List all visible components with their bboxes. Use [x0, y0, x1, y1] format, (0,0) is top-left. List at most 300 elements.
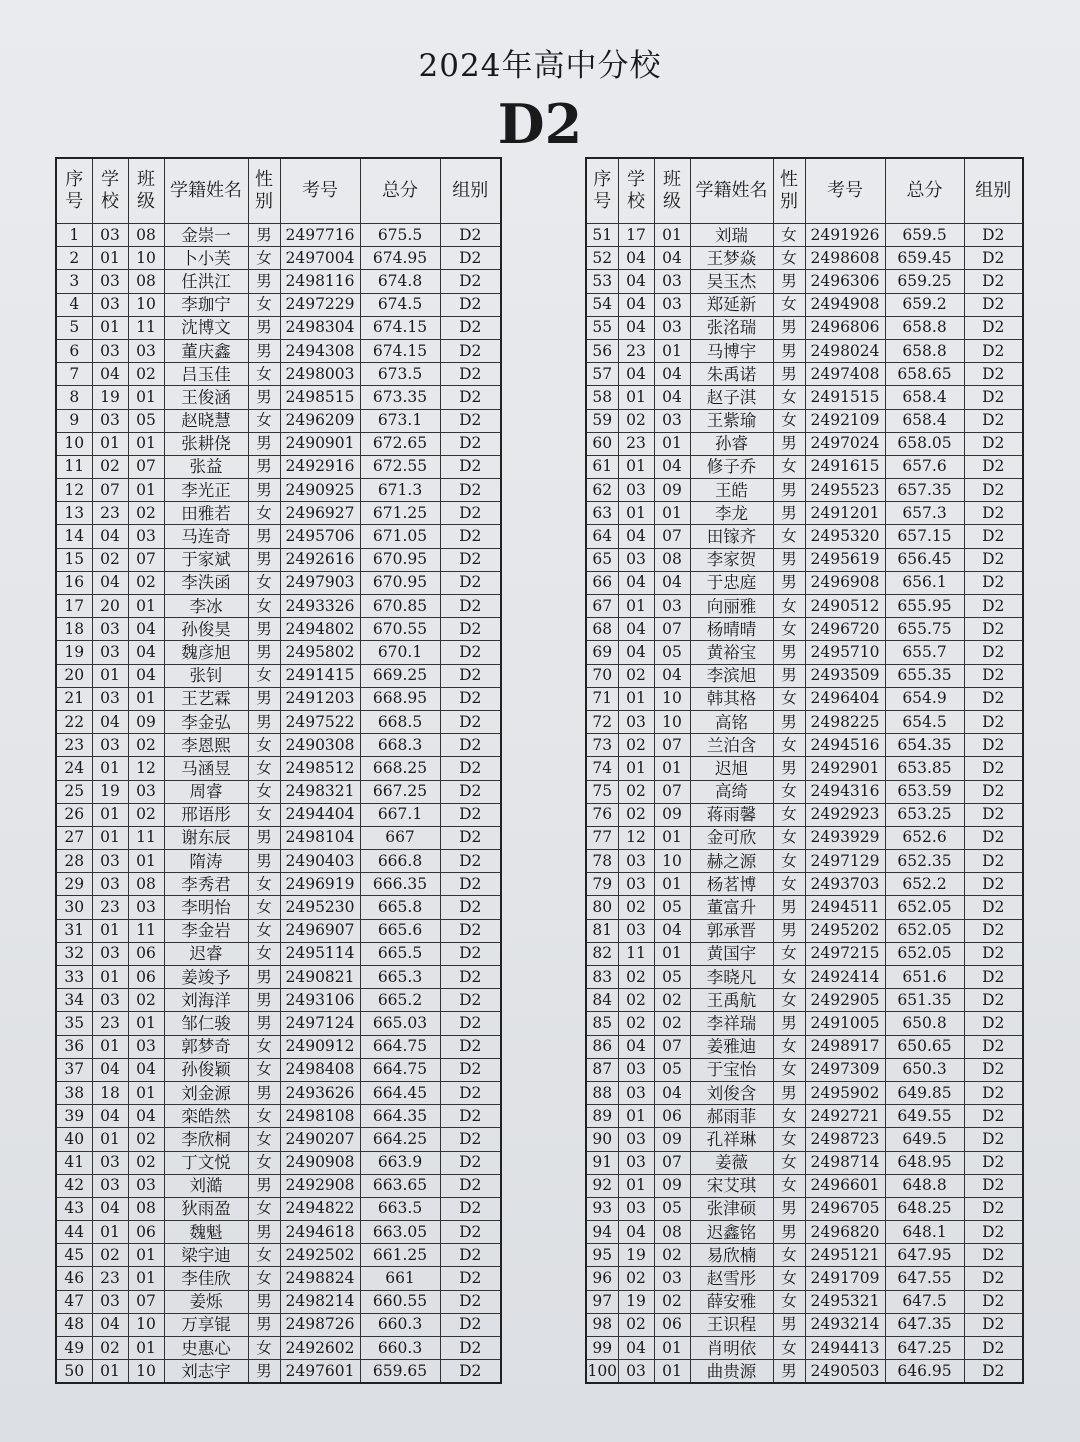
cell-exam-id: 2492616: [280, 548, 360, 571]
cell-score: 668.95: [360, 687, 440, 710]
cell-gender: 男: [248, 1081, 280, 1104]
cell-score: 657.35: [885, 479, 964, 502]
cell-name: 马连奇: [164, 525, 248, 548]
cell-name: 姜竣予: [164, 966, 248, 989]
table-row: [56, 710, 501, 733]
cell-gender: 女: [773, 850, 805, 873]
cell-exam-id: 2498225: [805, 710, 885, 733]
cell-score: 655.75: [885, 618, 964, 641]
cell-gender: 女: [248, 873, 280, 896]
cell-score: 650.3: [885, 1058, 964, 1081]
table-row: [56, 455, 501, 478]
cell-gender: 男: [248, 548, 280, 571]
table-row: [56, 1267, 501, 1290]
cell-gender: 男: [248, 1290, 280, 1313]
cell-score: 674.5: [360, 293, 440, 316]
cell-gender: 女: [248, 1197, 280, 1220]
table-row: [586, 479, 1023, 502]
cell-group: D2: [440, 1337, 501, 1360]
cell-index: 78: [586, 850, 618, 873]
table-row: [586, 1337, 1023, 1360]
cell-group: D2: [440, 1174, 501, 1197]
cell-index: 71: [586, 687, 618, 710]
cell-class: 10: [128, 247, 164, 270]
cell-score: 654.9: [885, 687, 964, 710]
cell-name: 赵雪彤: [690, 1267, 773, 1290]
cell-name: 李家贺: [690, 548, 773, 571]
cell-exam-id: 2496705: [805, 1197, 885, 1220]
table-row: [56, 942, 501, 965]
cell-exam-id: 2490403: [280, 850, 360, 873]
cell-score: 652.35: [885, 850, 964, 873]
cell-group: D2: [964, 293, 1023, 316]
cell-school: 04: [618, 618, 654, 641]
cell-group: D2: [440, 1267, 501, 1290]
cell-exam-id: 2497229: [280, 293, 360, 316]
cell-score: 670.95: [360, 548, 440, 571]
cell-gender: 男: [248, 455, 280, 478]
table-row: [586, 966, 1023, 989]
cell-school: 02: [618, 780, 654, 803]
cell-group: D2: [440, 1221, 501, 1244]
cell-group: D2: [440, 803, 501, 826]
roster-table-right: [585, 157, 1024, 1384]
cell-index: 44: [56, 1221, 92, 1244]
cell-score: 647.95: [885, 1244, 964, 1267]
cell-exam-id: 2490925: [280, 479, 360, 502]
table-row: [586, 1267, 1023, 1290]
cell-group: D2: [440, 432, 501, 455]
cell-school: 03: [92, 270, 128, 293]
column-header: 学校: [618, 158, 654, 224]
cell-school: 04: [618, 1337, 654, 1360]
cell-index: 5: [56, 316, 92, 339]
cell-group: D2: [440, 873, 501, 896]
cell-gender: 男: [248, 270, 280, 293]
cell-score: 664.75: [360, 1058, 440, 1081]
cell-index: 30: [56, 896, 92, 919]
cell-gender: 女: [773, 1058, 805, 1081]
cell-score: 661.25: [360, 1244, 440, 1267]
cell-exam-id: 2498104: [280, 826, 360, 849]
table-row: [586, 316, 1023, 339]
table-row: [586, 571, 1023, 594]
cell-school: 03: [618, 710, 654, 733]
cell-gender: 男: [773, 316, 805, 339]
cell-group: D2: [440, 618, 501, 641]
cell-score: 668.5: [360, 710, 440, 733]
cell-school: 02: [618, 896, 654, 919]
cell-class: 06: [128, 1221, 164, 1244]
cell-index: 92: [586, 1174, 618, 1197]
cell-name: 曲贵源: [690, 1360, 773, 1384]
cell-school: 03: [92, 873, 128, 896]
cell-class: 08: [128, 873, 164, 896]
cell-score: 665.6: [360, 919, 440, 942]
cell-exam-id: 2497129: [805, 850, 885, 873]
cell-class: 09: [128, 710, 164, 733]
cell-score: 667.1: [360, 803, 440, 826]
cell-index: 8: [56, 386, 92, 409]
cell-exam-id: 2490503: [805, 1360, 885, 1384]
table-row: [586, 919, 1023, 942]
cell-class: 10: [654, 710, 690, 733]
cell-school: 01: [92, 316, 128, 339]
cell-score: 659.5: [885, 224, 964, 247]
cell-exam-id: 2498108: [280, 1105, 360, 1128]
cell-score: 673.1: [360, 409, 440, 432]
cell-gender: 女: [773, 1244, 805, 1267]
cell-name: 马涵昱: [164, 757, 248, 780]
cell-school: 01: [92, 1221, 128, 1244]
cell-name: 谢东辰: [164, 826, 248, 849]
cell-index: 98: [586, 1313, 618, 1336]
cell-name: 吴玉杰: [690, 270, 773, 293]
cell-index: 19: [56, 641, 92, 664]
cell-class: 04: [654, 664, 690, 687]
cell-exam-id: 2493214: [805, 1313, 885, 1336]
column-header: 学籍姓名: [164, 158, 248, 224]
cell-exam-id: 2492502: [280, 1244, 360, 1267]
cell-name: 李佳欣: [164, 1267, 248, 1290]
cell-name: 李明怡: [164, 896, 248, 919]
cell-score: 663.65: [360, 1174, 440, 1197]
table-row: [586, 386, 1023, 409]
cell-gender: 男: [773, 1360, 805, 1384]
cell-class: 01: [654, 942, 690, 965]
cell-group: D2: [440, 247, 501, 270]
cell-name: 李龙: [690, 502, 773, 525]
cell-gender: 女: [773, 525, 805, 548]
cell-gender: 女: [248, 757, 280, 780]
cell-class: 02: [654, 1244, 690, 1267]
cell-gender: 女: [248, 1267, 280, 1290]
cell-gender: 男: [248, 1221, 280, 1244]
cell-name: 狄雨盈: [164, 1197, 248, 1220]
table-row: [56, 687, 501, 710]
cell-score: 657.3: [885, 502, 964, 525]
cell-index: 80: [586, 896, 618, 919]
cell-school: 03: [618, 1360, 654, 1384]
table-row: [56, 1012, 501, 1035]
cell-class: 01: [128, 1012, 164, 1035]
cell-exam-id: 2495321: [805, 1290, 885, 1313]
cell-index: 3: [56, 270, 92, 293]
cell-class: 09: [654, 479, 690, 502]
cell-class: 03: [654, 270, 690, 293]
cell-group: D2: [440, 479, 501, 502]
cell-gender: 男: [248, 1174, 280, 1197]
cell-score: 648.1: [885, 1221, 964, 1244]
cell-name: 姜烁: [164, 1290, 248, 1313]
cell-group: D2: [440, 734, 501, 757]
cell-class: 02: [128, 502, 164, 525]
cell-school: 01: [92, 826, 128, 849]
cell-school: 03: [92, 1174, 128, 1197]
cell-index: 33: [56, 966, 92, 989]
table-row: [586, 942, 1023, 965]
table-row: [586, 1313, 1023, 1336]
column-header: 班级: [128, 158, 164, 224]
table-row: [586, 618, 1023, 641]
cell-group: D2: [440, 1058, 501, 1081]
cell-score: 675.5: [360, 224, 440, 247]
cell-exam-id: 2491515: [805, 386, 885, 409]
cell-group: D2: [440, 641, 501, 664]
cell-gender: 男: [248, 224, 280, 247]
cell-gender: 女: [248, 1058, 280, 1081]
cell-group: D2: [964, 1012, 1023, 1035]
cell-school: 12: [618, 826, 654, 849]
cell-school: 23: [92, 896, 128, 919]
cell-score: 670.1: [360, 641, 440, 664]
cell-school: 01: [92, 803, 128, 826]
cell-gender: 男: [773, 919, 805, 942]
cell-class: 06: [128, 966, 164, 989]
table-row: [56, 919, 501, 942]
cell-gender: 男: [248, 479, 280, 502]
cell-exam-id: 2491201: [805, 502, 885, 525]
cell-school: 03: [618, 548, 654, 571]
table-row: [56, 826, 501, 849]
table-row: [586, 757, 1023, 780]
cell-class: 08: [128, 270, 164, 293]
cell-exam-id: 2495710: [805, 641, 885, 664]
cell-group: D2: [440, 1012, 501, 1035]
cell-score: 674.95: [360, 247, 440, 270]
cell-index: 49: [56, 1337, 92, 1360]
cell-group: D2: [440, 1244, 501, 1267]
cell-group: D2: [440, 687, 501, 710]
cell-gender: 女: [773, 1290, 805, 1313]
cell-name: 王艺霖: [164, 687, 248, 710]
cell-score: 668.25: [360, 757, 440, 780]
cell-score: 658.8: [885, 339, 964, 362]
cell-index: 65: [586, 548, 618, 571]
cell-school: 03: [618, 1058, 654, 1081]
cell-class: 01: [128, 595, 164, 618]
cell-name: 于忠庭: [690, 571, 773, 594]
table-row: [586, 1035, 1023, 1058]
table-row: [56, 1058, 501, 1081]
cell-school: 03: [618, 873, 654, 896]
cell-class: 03: [654, 293, 690, 316]
cell-exam-id: 2497903: [280, 571, 360, 594]
cell-school: 02: [618, 1012, 654, 1035]
table-row: [586, 1058, 1023, 1081]
cell-index: 52: [586, 247, 618, 270]
cell-gender: 女: [248, 942, 280, 965]
column-header: 考号: [805, 158, 885, 224]
cell-class: 02: [128, 989, 164, 1012]
cell-class: 10: [128, 1360, 164, 1384]
cell-group: D2: [440, 942, 501, 965]
cell-school: 03: [92, 734, 128, 757]
cell-school: 23: [618, 339, 654, 362]
cell-school: 01: [92, 1360, 128, 1384]
cell-score: 666.8: [360, 850, 440, 873]
cell-score: 650.65: [885, 1035, 964, 1058]
cell-school: 11: [618, 942, 654, 965]
cell-index: 9: [56, 409, 92, 432]
cell-name: 王识程: [690, 1313, 773, 1336]
cell-class: 03: [128, 780, 164, 803]
cell-index: 31: [56, 919, 92, 942]
cell-exam-id: 2495523: [805, 479, 885, 502]
cell-name: 修子乔: [690, 455, 773, 478]
cell-class: 06: [128, 942, 164, 965]
cell-group: D2: [440, 710, 501, 733]
cell-index: 41: [56, 1151, 92, 1174]
cell-school: 01: [92, 1128, 128, 1151]
cell-score: 647.5: [885, 1290, 964, 1313]
cell-index: 1: [56, 224, 92, 247]
cell-group: D2: [964, 270, 1023, 293]
cell-name: 郭承晋: [690, 919, 773, 942]
cell-score: 658.4: [885, 386, 964, 409]
cell-exam-id: 2496908: [805, 571, 885, 594]
cell-class: 02: [128, 1128, 164, 1151]
cell-class: 03: [654, 1267, 690, 1290]
table-row: [586, 525, 1023, 548]
cell-class: 01: [654, 502, 690, 525]
cell-name: 沈博文: [164, 316, 248, 339]
cell-school: 01: [92, 432, 128, 455]
cell-class: 05: [654, 966, 690, 989]
cell-score: 664.45: [360, 1081, 440, 1104]
cell-class: 02: [128, 363, 164, 386]
cell-score: 652.05: [885, 942, 964, 965]
cell-group: D2: [964, 873, 1023, 896]
table-row: [56, 270, 501, 293]
cell-group: D2: [964, 1058, 1023, 1081]
cell-score: 658.05: [885, 432, 964, 455]
cell-index: 77: [586, 826, 618, 849]
cell-name: 任洪江: [164, 270, 248, 293]
cell-exam-id: 2493326: [280, 595, 360, 618]
table-row: [586, 270, 1023, 293]
cell-exam-id: 2496820: [805, 1221, 885, 1244]
cell-exam-id: 2493509: [805, 664, 885, 687]
cell-class: 09: [654, 1128, 690, 1151]
cell-class: 11: [128, 316, 164, 339]
cell-exam-id: 2492901: [805, 757, 885, 780]
cell-class: 01: [654, 224, 690, 247]
column-header: 总分: [360, 158, 440, 224]
cell-gender: 男: [248, 989, 280, 1012]
table-row: [56, 989, 501, 1012]
cell-score: 658.4: [885, 409, 964, 432]
cell-name: 史惠心: [164, 1337, 248, 1360]
cell-index: 89: [586, 1105, 618, 1128]
cell-group: D2: [964, 803, 1023, 826]
cell-school: 01: [618, 455, 654, 478]
cell-exam-id: 2494822: [280, 1197, 360, 1220]
cell-index: 54: [586, 293, 618, 316]
cell-school: 01: [92, 919, 128, 942]
table-row: [56, 664, 501, 687]
cell-school: 03: [92, 641, 128, 664]
cell-group: D2: [964, 641, 1023, 664]
table-row: [56, 734, 501, 757]
cell-index: 2: [56, 247, 92, 270]
cell-gender: 男: [248, 966, 280, 989]
cell-name: 郝雨菲: [690, 1105, 773, 1128]
cell-name: 张钊: [164, 664, 248, 687]
table-row: [586, 455, 1023, 478]
table-row: [56, 780, 501, 803]
cell-name: 高绮: [690, 780, 773, 803]
table-row: [56, 1151, 501, 1174]
cell-index: 81: [586, 919, 618, 942]
cell-index: 95: [586, 1244, 618, 1267]
cell-name: 金崇一: [164, 224, 248, 247]
cell-exam-id: 2497601: [280, 1360, 360, 1384]
column-header: 性别: [773, 158, 805, 224]
cell-score: 657.6: [885, 455, 964, 478]
cell-group: D2: [440, 409, 501, 432]
cell-name: 李冰: [164, 595, 248, 618]
cell-name: 于宝怡: [690, 1058, 773, 1081]
column-header: 序号: [586, 158, 618, 224]
cell-exam-id: 2491926: [805, 224, 885, 247]
cell-index: 83: [586, 966, 618, 989]
cell-name: 董庆鑫: [164, 339, 248, 362]
table-row: [586, 803, 1023, 826]
cell-school: 03: [618, 1081, 654, 1104]
cell-index: 93: [586, 1197, 618, 1220]
cell-score: 654.5: [885, 710, 964, 733]
cell-school: 04: [92, 710, 128, 733]
table-row: [56, 1337, 501, 1360]
cell-index: 94: [586, 1221, 618, 1244]
cell-score: 652.05: [885, 919, 964, 942]
cell-class: 03: [128, 339, 164, 362]
cell-group: D2: [440, 1035, 501, 1058]
cell-school: 04: [618, 1035, 654, 1058]
cell-score: 652.2: [885, 873, 964, 896]
cell-class: 03: [128, 1174, 164, 1197]
cell-index: 17: [56, 595, 92, 618]
cell-index: 96: [586, 1267, 618, 1290]
cell-index: 29: [56, 873, 92, 896]
cell-school: 03: [618, 1197, 654, 1220]
cell-group: D2: [964, 826, 1023, 849]
cell-gender: 女: [248, 664, 280, 687]
cell-gender: 女: [773, 780, 805, 803]
table-row: [586, 1290, 1023, 1313]
table-header-row: [56, 158, 501, 224]
cell-name: 杨茗博: [690, 873, 773, 896]
cell-score: 651.6: [885, 966, 964, 989]
table-row: [56, 1128, 501, 1151]
cell-exam-id: 2496806: [805, 316, 885, 339]
cell-group: D2: [440, 1197, 501, 1220]
cell-school: 04: [618, 316, 654, 339]
cell-gender: 男: [248, 710, 280, 733]
cell-school: 02: [92, 455, 128, 478]
cell-school: 23: [92, 1012, 128, 1035]
cell-class: 12: [128, 757, 164, 780]
cell-exam-id: 2492721: [805, 1105, 885, 1128]
cell-score: 660.3: [360, 1313, 440, 1336]
table-row: [56, 966, 501, 989]
cell-gender: 女: [773, 1267, 805, 1290]
cell-school: 01: [618, 1174, 654, 1197]
cell-gender: 女: [773, 989, 805, 1012]
cell-class: 01: [654, 339, 690, 362]
cell-exam-id: 2498408: [280, 1058, 360, 1081]
